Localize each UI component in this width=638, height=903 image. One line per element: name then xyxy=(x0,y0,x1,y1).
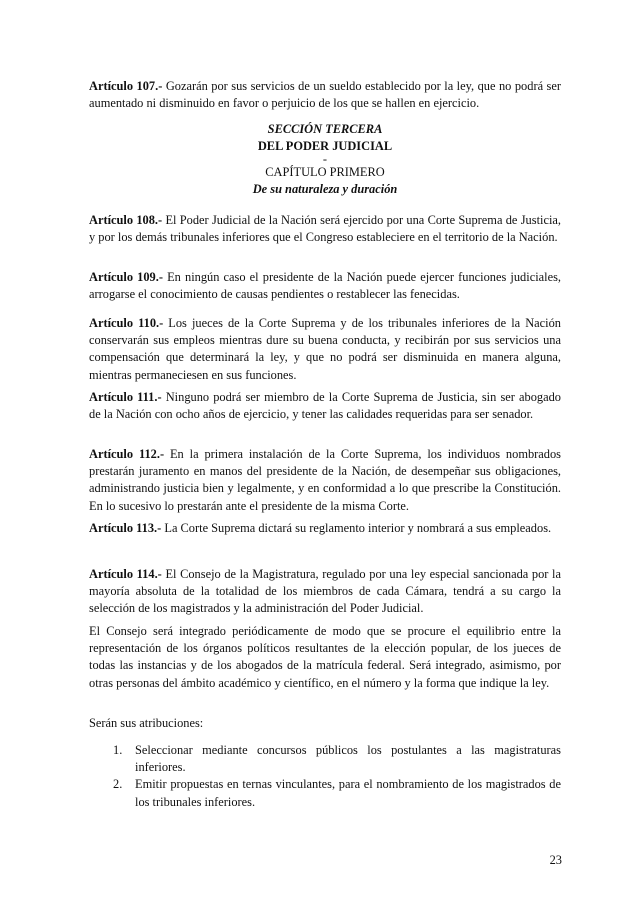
list-item-number: 2. xyxy=(113,777,123,792)
article-label: Artículo 111.- xyxy=(89,390,162,404)
list-item xyxy=(113,742,561,776)
article-label: Artículo 112.- xyxy=(89,447,165,461)
article-label: Artículo 114.- xyxy=(89,567,162,581)
article-110 xyxy=(89,315,561,384)
power-title: DEL PODER JUDICIAL xyxy=(257,138,393,153)
article-text: En la primera instalación de la Corte Suprema, los individuos nombrados prestarán juramento en manos del presidente de la Nación, de desempeñar sus obligaciones, administrando justicia bien y legalmente, y en conformidad a lo que prescribe la Constitución. En lo sucesivo lo prestarán ante el presidente de la misma Corte. xyxy=(89,447,561,513)
list-item-text: Seleccionar mediante concursos públicos los postulantes a las magistraturas inferiores. xyxy=(135,743,561,775)
article-label: Artículo 110.- xyxy=(89,316,164,330)
article-114-paragraph-2 xyxy=(89,623,561,692)
heading-dash: - xyxy=(322,152,328,166)
article-text: El Poder Judicial de la Nación será ejercido por una Corte Suprema de Justicia, y por los demás tribunales inferiores que el Congreso estableciere en el territorio de la Nación. xyxy=(89,213,561,245)
article-text: La Corte Suprema dictará su reglamento interior y nombrará a sus empleados. xyxy=(161,521,552,535)
article-text: En ningún caso el presidente de la Nación puede ejercer funciones judiciales, arrogarse el conocimiento de causas pendientes o restablecer las fenecidas. xyxy=(89,270,561,302)
chapter-subtitle: De su naturaleza y duración xyxy=(252,181,398,196)
article-113 xyxy=(89,520,561,537)
chapter-title: CAPÍTULO PRIMERO xyxy=(265,165,385,179)
list-item-text: Emitir propuestas en ternas vinculantes, para el nombramiento de los magistrados de los tribunales inferiores. xyxy=(135,777,561,809)
article-label: Artículo 113.- xyxy=(89,521,162,535)
article-text: El Consejo de la Magistratura, regulado por una ley especial sancionada por la mayoría absoluta de la totalidad de los miembros de cada Cámara, tendrá a su cargo la selección de los magistrados y la administración del Poder Judicial. xyxy=(89,567,561,616)
article-label: Artículo 107.- xyxy=(89,79,163,93)
article-109 xyxy=(89,269,561,303)
paragraph-text: Serán sus atribuciones: xyxy=(89,716,204,730)
article-111 xyxy=(89,389,561,423)
article-label: Artículo 109.- xyxy=(89,270,163,284)
paragraph-text: El Consejo será integrado periódicamente de modo que se procure el equilibrio entre la representación de los órganos políticos resultantes de la elección popular, de los jueces de todas las instancias y de los abogados de la matrícula federal. Será integrado, asimismo, por otras personas del ámbito académico y científico, en el número y la forma que indique la ley. xyxy=(89,624,561,690)
list-item-number: 1. xyxy=(113,743,123,757)
article-text: Gozarán por sus servicios de un sueldo establecido por la ley, que no podrá ser aumentado ni disminuido en favor o perjuicio de los que se hallen en ejercicio. xyxy=(89,79,562,111)
article-text: Ninguno podrá ser miembro de la Corte Suprema de Justicia, sin ser abogado de la Nación con ocho años de ejercicio, y tener las calidades requeridas para ser senador. xyxy=(89,390,561,422)
section-heading xyxy=(89,121,561,197)
article-114-paragraph-3 xyxy=(89,715,561,732)
article-text: Los jueces de la Corte Suprema y de los tribunales inferiores de la Nación conservarán sus empleos mientras dure su buena conducta, y recibirán por sus servicios una compensación que determinará la ley, y que no podrá ser disminuida en manera alguna, mientras permaneciesen en sus funciones. xyxy=(89,316,561,382)
article-114 xyxy=(89,566,561,618)
list-item xyxy=(113,776,561,810)
section-title: SECCIÓN TERCERA xyxy=(267,122,383,136)
article-107 xyxy=(89,78,561,112)
article-108 xyxy=(89,212,561,246)
article-label: Artículo 108.- xyxy=(89,213,163,227)
attributions-list xyxy=(113,742,561,811)
page-number: 23 xyxy=(549,853,562,867)
article-112 xyxy=(89,446,561,515)
